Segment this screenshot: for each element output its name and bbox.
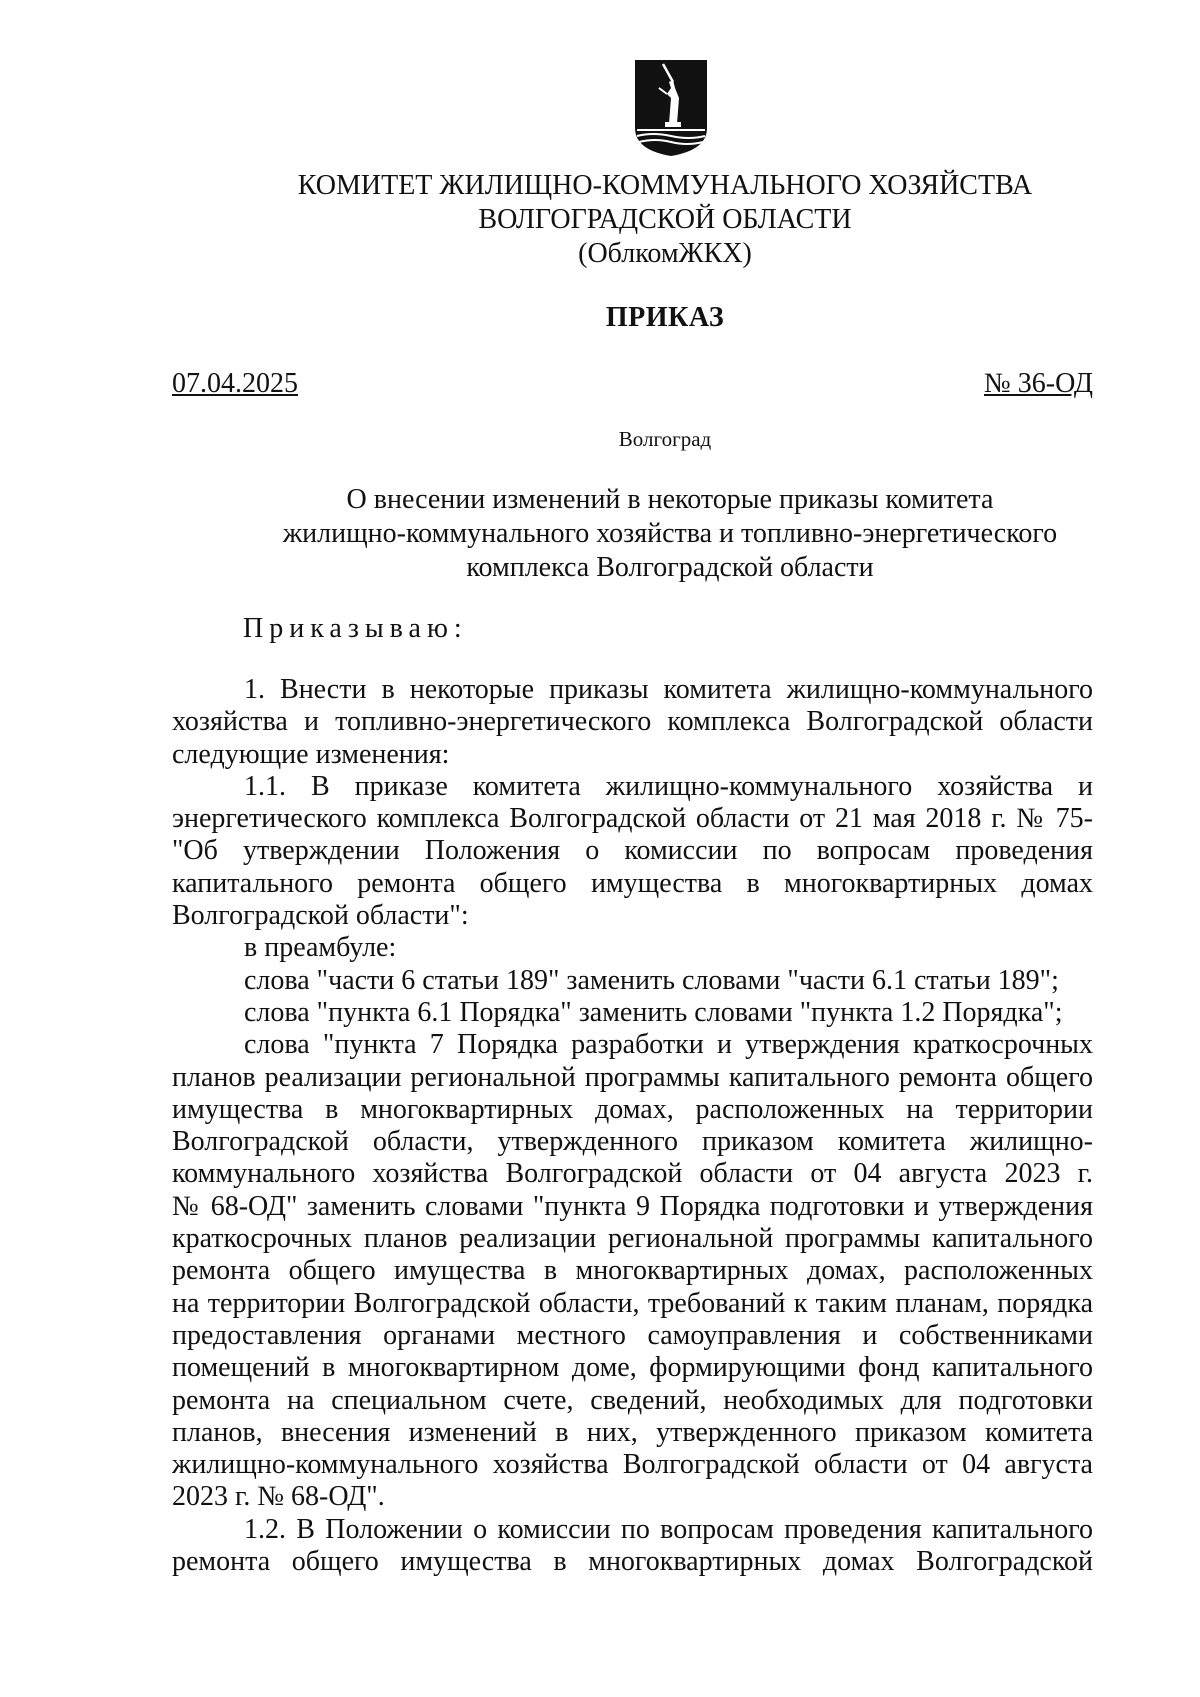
body-line: помещений в многоквартирном доме, формирующими фонд капитального: [172, 1352, 1093, 1384]
body-line: 2023 г. № 68-ОД".: [172, 1481, 385, 1513]
body-line: краткосрочных планов реализации региональной программы капитального: [172, 1223, 1093, 1255]
org-name-line-2: ВОЛГОГРАДСКОЙ ОБЛАСТИ: [478, 204, 852, 235]
body-line: предоставления органами местного самоуправления и собственниками: [172, 1319, 1093, 1351]
body-line: энергетического комплекса Волгоградской области от 21 мая 2018 г. № 75-: [172, 803, 1093, 835]
subject-line: О внесении изменений в некоторые приказы комитета: [346, 484, 994, 515]
body-line: на территории Волгоградской области, требований к таким планам, порядка: [172, 1287, 1093, 1319]
body-line: в преамбуле:: [244, 932, 397, 964]
body-line: ремонта общего имущества в многоквартирных домах, расположенных: [172, 1255, 1093, 1287]
subject-line: жилищно-коммунального хозяйства и топливно-энергетического: [282, 518, 1058, 549]
document-number: № 36-ОД: [984, 368, 1093, 399]
city-name: Волгоград: [618, 427, 712, 451]
body-line: № 68-ОД" заменить словами "пункта 9 Порядка подготовки и утверждения: [172, 1190, 1093, 1222]
body-line: имущества в многоквартирных домах, расположенных на территории: [172, 1093, 1093, 1125]
body-line: 1.1. В приказе комитета жилищно-коммунального хозяйства и: [244, 770, 1093, 802]
body-line: слова "пункта 7 Порядка разработки и утверждения краткосрочных: [244, 1029, 1093, 1061]
body-line: жилищно-коммунального хозяйства Волгоградской области от 04 августа: [172, 1449, 1093, 1481]
body-line: хозяйства и топливно-энергетического комплекса Волгоградской области: [172, 706, 1093, 738]
body-line: коммунального хозяйства Волгоградской области от 04 августа 2023 г.: [172, 1158, 1093, 1190]
body-line: 1. Внести в некоторые приказы комитета жилищно-коммунального: [244, 674, 1093, 705]
org-name-line-1: КОМИТЕТ ЖИЛИЩНО-КОММУНАЛЬНОГО ХОЗЯЙСТВА: [297, 170, 1033, 201]
body-line: планов реализации региональной программы капитального ремонта общего: [172, 1061, 1093, 1093]
body-line: 1.2. В Положении о комиссии по вопросам проведения капитального: [244, 1513, 1093, 1545]
org-abbreviation: (ОблкомЖКХ): [578, 238, 752, 269]
volgograd-emblem-icon: [633, 58, 709, 158]
order-word: Приказываю:: [243, 613, 468, 644]
body-line: ремонта на специальном счете, сведений, необходимых для подготовки: [172, 1384, 1093, 1416]
body-line: Волгоградской области, утвержденного приказом комитета жилищно-: [172, 1126, 1093, 1158]
body-line: Волгоградской области":: [172, 900, 469, 932]
body-line: капитального ремонта общего имущества в многоквартирных домах: [172, 867, 1093, 899]
body-line: слова "пункта 6.1 Порядка" заменить словами "пункта 1.2 Порядка";: [244, 996, 1063, 1028]
body-line: слова "части 6 статьи 189" заменить словами "части 6.1 статьи 189";: [244, 964, 1059, 996]
body-line: планов, внесения изменений в них, утвержденного приказом комитета: [172, 1416, 1093, 1448]
body-line: "Об утверждении Положения о комиссии по вопросам проведения: [172, 835, 1093, 867]
document-subject: [220, 483, 1120, 585]
body-line: ремонта общего имущества в многоквартирных домах Волгоградской: [172, 1546, 1093, 1578]
body-line: следующие изменения:: [172, 738, 450, 770]
document-type: ПРИКАЗ: [605, 302, 725, 333]
subject-line: комплекса Волгоградской области: [466, 552, 874, 583]
document-body: [172, 674, 1093, 1578]
document-date: 07.04.2025: [172, 368, 298, 399]
